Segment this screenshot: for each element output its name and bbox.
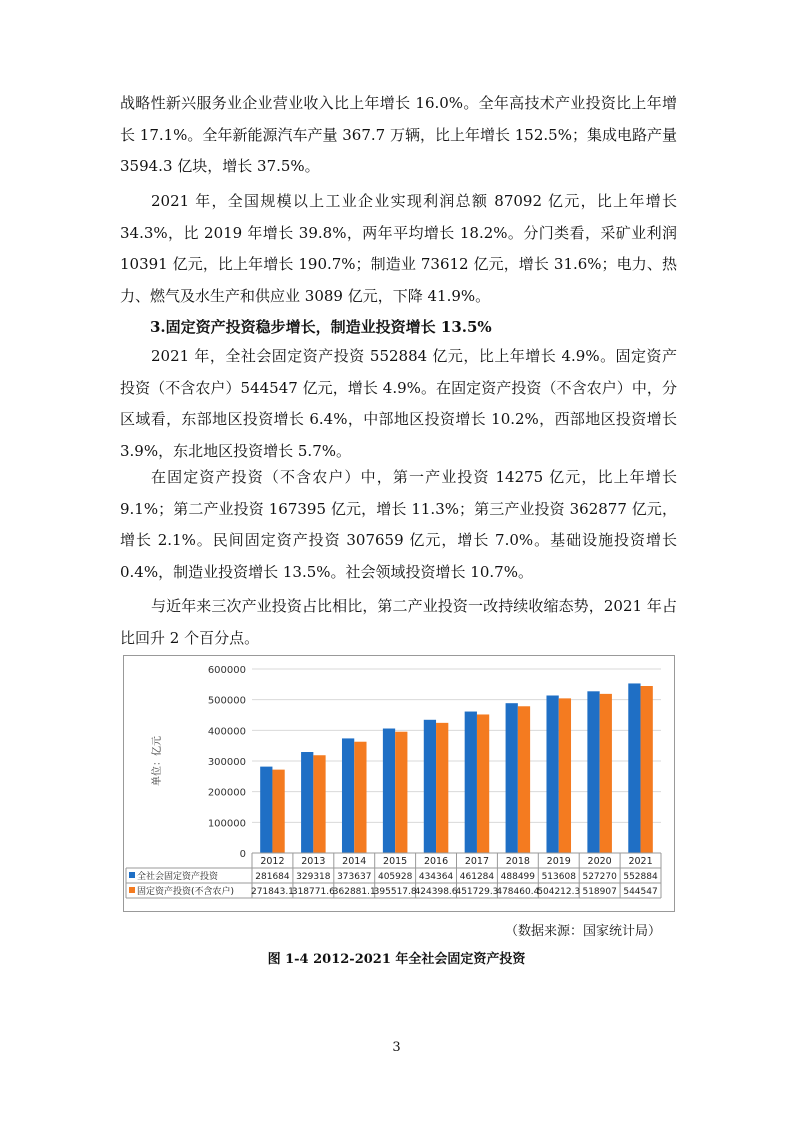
x-tick-label: 2014 [342,856,367,867]
bar-total-investment [260,767,272,853]
data-label: 527270 [582,872,617,882]
data-label: 318771.6 [291,887,335,897]
x-tick-label: 2015 [383,856,408,867]
data-label: 552884 [623,872,658,882]
data-label: 504212.3 [537,887,581,897]
data-label: 362881.1 [332,887,376,897]
x-tick-label: 2020 [587,856,612,867]
investment-bar-chart [123,655,675,912]
x-tick-label: 2012 [260,856,285,867]
bar-excl-rural [559,698,571,853]
y-tick-label: 300000 [207,757,246,768]
data-label: 373637 [337,872,372,882]
paragraph-4: 在固定资产投资（不含农户）中，第一产业投资 14275 亿元，比上年增长 9.1%；第二产业投资 167395 亿元，增长 11.3%；第三产业投资 362877 亿元，增长 2.1%。民间固定资产投资 307659 亿元，增长 7.0%。基础设施投资增长 0.4%，制造业投资增长 13.5%。社会领域投资增长 10.7%。 [120,468,677,581]
bar-total-investment [424,720,436,853]
bar-excl-rural [518,706,530,853]
y-tick-label: 100000 [207,818,246,830]
data-label: 513608 [541,872,576,882]
data-label: 518907 [582,887,617,897]
legend-label: 全社会固定资产投资 [137,872,219,882]
legend-swatch [129,887,135,893]
bar-excl-rural [272,770,284,853]
legend-swatch [129,872,135,878]
bar-total-investment [506,703,518,853]
paragraph-3: 2021 年，全社会固定资产投资 552884 亿元，比上年增长 4.9%。固定资产投资（不含农户）544547 亿元，增长 4.9%。在固定资产投资（不含农户）中，分区域看，东部地区投资增长 6.4%，中部地区投资增长 10.2%，西部地区投资增长 3.9%，东北地区投资增长 5.7%。 [120,347,677,460]
bar-excl-rural [436,723,448,853]
bar-excl-rural [600,694,612,853]
chart-canvas [124,656,674,911]
source-note: （数据来源：国家统计局） [505,924,662,939]
y-tick-label: 200000 [207,787,246,799]
bar-excl-rural [641,686,653,853]
x-tick-label: 2016 [423,856,449,867]
data-label: 281684 [255,872,290,882]
section-heading: 3.固定资产投资稳步增长，制造业投资增长 13.5% [150,318,492,336]
bar-excl-rural [395,732,407,853]
data-label: 329318 [296,872,331,882]
data-label: 478460.4 [496,887,540,897]
bar-total-investment [546,695,558,853]
bar-excl-rural [477,714,489,853]
x-tick-label: 2013 [301,856,326,867]
data-label: 544547 [623,887,658,897]
legend-label: 固定资产投资(不含农户) [137,887,235,897]
data-label: 488499 [500,872,536,882]
data-label: 434364 [418,872,454,882]
y-tick-label: 0 [239,849,246,860]
page-number: 3 [392,1040,401,1055]
bar-total-investment [342,738,354,853]
y-tick-label: 600000 [207,665,246,676]
data-label: 424398.6 [414,887,458,897]
paragraph-2: 2021 年，全国规模以上工业企业实现利润总额 87092 亿元，比上年增长 34.3%，比 2019 年增长 39.8%，两年平均增长 18.2%。分门类看，采矿业利润 10391 亿元，比上年增长 190.7%；制造业 73612 亿元，增长 31.6%；电力、热力、燃气及水生产和供应业 3089 亿元，下降 41.9%。 [120,192,677,305]
x-tick-label: 2018 [505,856,530,867]
figure-caption: 图 1-4 2012-2021 年全社会固定资产投资 [267,952,526,967]
bar-total-investment [587,691,599,853]
y-tick-label: 400000 [207,726,246,738]
y-tick-label: 500000 [207,695,246,707]
x-tick-label: 2021 [628,856,653,867]
data-label: 451729.3 [455,887,499,897]
data-label: 271843.1 [250,887,294,897]
bar-excl-rural [354,742,366,853]
data-label: 395517.8 [373,887,417,897]
bar-total-investment [301,752,313,853]
paragraph-1: 战略性新兴服务业企业营业收入比上年增长 16.0%。全年高技术产业投资比上年增长 17.1%。全年新能源汽车产量 367.7 万辆，比上年增长 152.5%；集成电路产量 3594.3 亿块，增长 37.5%。 [120,94,677,175]
y-axis-label: 单位：亿元 [152,736,163,786]
bar-total-investment [383,729,395,853]
x-tick-label: 2019 [546,856,571,867]
x-tick-label: 2017 [464,856,490,867]
bar-total-investment [628,683,640,853]
data-label: 405928 [377,872,413,882]
bar-excl-rural [313,755,325,853]
bar-total-investment [465,712,477,853]
data-label: 461284 [459,872,495,882]
paragraph-5: 与近年来三次产业投资占比相比，第二产业投资一改持续收缩态势，2021 年占比回升 2 个百分点。 [120,597,677,647]
